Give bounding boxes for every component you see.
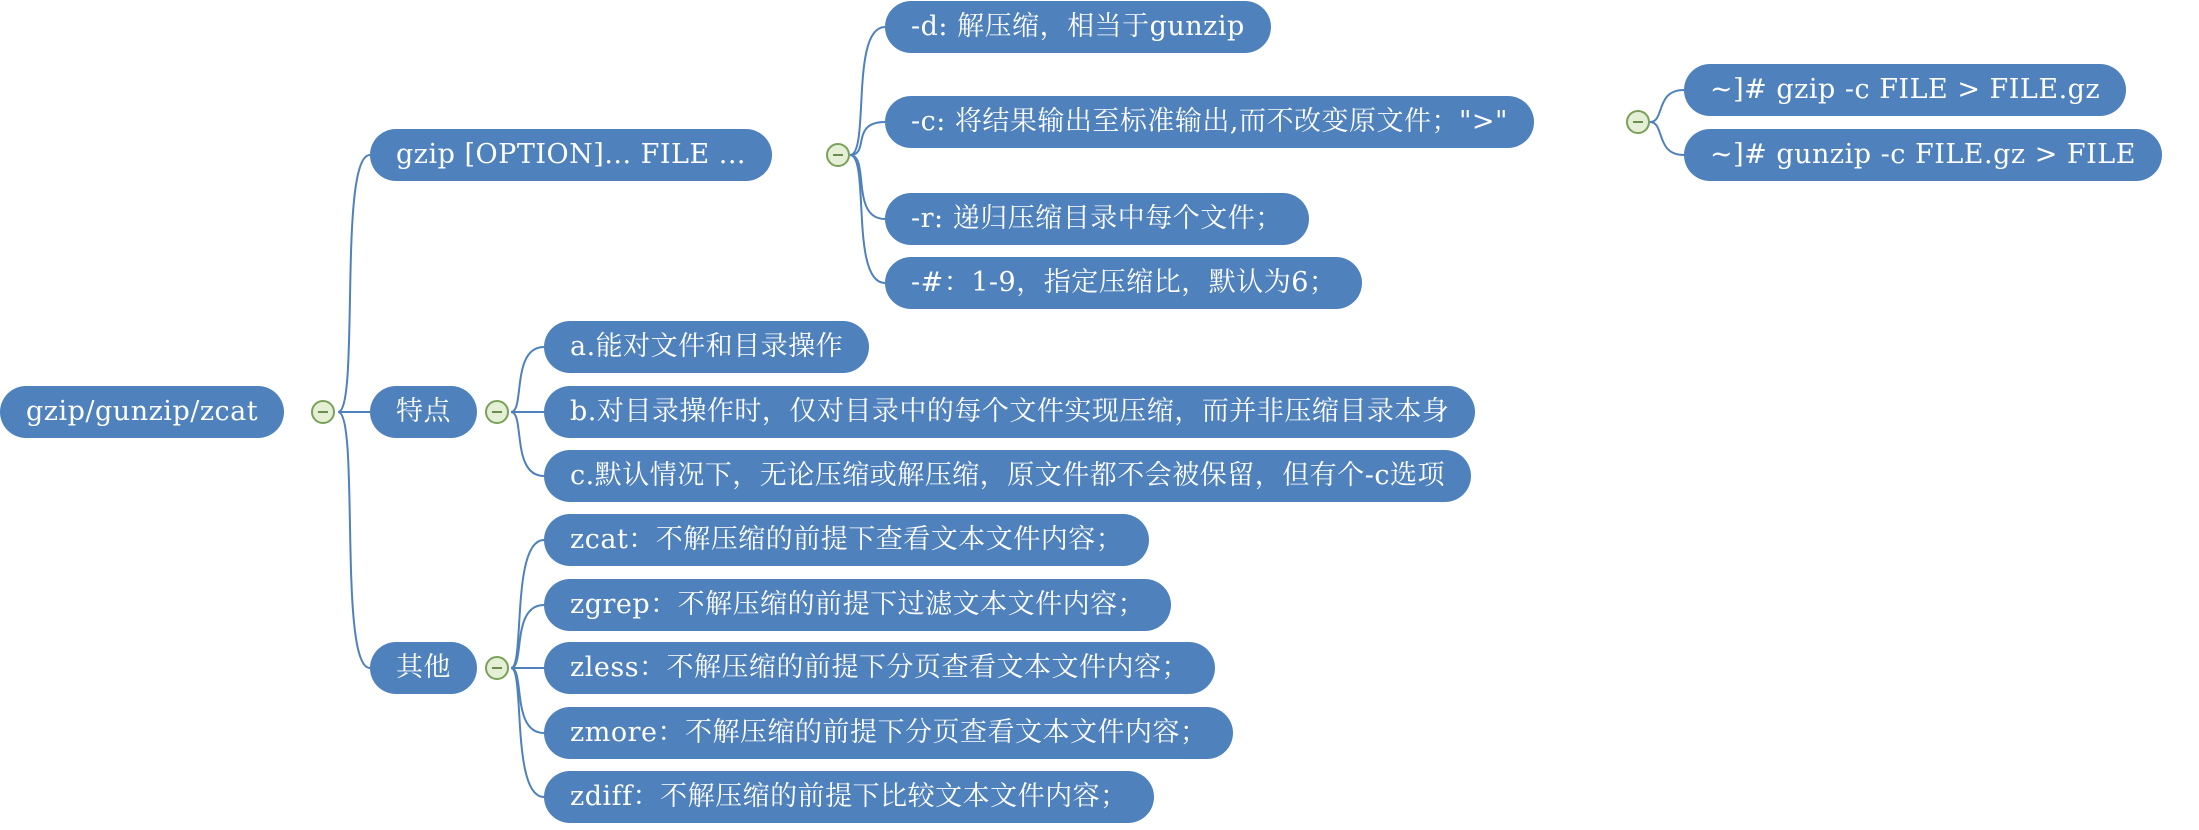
option-compression-level[interactable]: -#：1-9，指定压缩比，默认为6；	[885, 257, 1362, 309]
branch-features-collapse-button[interactable]	[485, 400, 509, 424]
option-c-example-gunzip[interactable]: ~]# gunzip -c FILE.gz > FILE	[1684, 129, 2162, 181]
connector-c-e2	[1650, 122, 1684, 155]
other-zdiff[interactable]: zdiff：不解压缩的前提下比较文本文件内容；	[544, 771, 1154, 823]
feature-c[interactable]: c.默认情况下，无论压缩或解压缩，原文件都不会被保留，但有个-c选项	[544, 450, 1471, 502]
root-collapse-button[interactable]	[311, 400, 335, 424]
feature-a[interactable]: a.能对文件和目录操作	[544, 321, 869, 373]
connector-b1-c3	[850, 155, 885, 219]
root-node[interactable]: gzip/gunzip/zcat	[0, 386, 284, 438]
other-zcat[interactable]: zcat：不解压缩的前提下查看文本文件内容；	[544, 514, 1149, 566]
option-c[interactable]: -c: 将结果输出至标准输出,而不改变原文件；">"	[885, 96, 1534, 148]
branch-others[interactable]: 其他	[370, 642, 477, 694]
option-r[interactable]: -r: 递归压缩目录中每个文件；	[885, 193, 1309, 245]
option-c-example-gzip[interactable]: ~]# gzip -c FILE > FILE.gz	[1684, 64, 2126, 116]
connector-c-e1	[1650, 90, 1684, 122]
feature-b[interactable]: b.对目录操作时，仅对目录中的每个文件实现压缩，而并非压缩目录本身	[544, 386, 1475, 438]
branch-gzip-syntax[interactable]: gzip [OPTION]... FILE ...	[370, 129, 772, 181]
connector-b3-c1	[511, 540, 544, 668]
option-c-collapse-button[interactable]	[1626, 110, 1650, 134]
connector-b2-c1	[511, 347, 544, 412]
connector-b2-c3	[511, 412, 544, 476]
branch-others-collapse-button[interactable]	[485, 656, 509, 680]
connector-root-branch-3	[338, 412, 370, 668]
branch-gzip-syntax-collapse-button[interactable]	[826, 143, 850, 167]
connector-b1-c1	[850, 27, 885, 155]
option-d[interactable]: -d: 解压缩，相当于gunzip	[885, 1, 1271, 53]
connector-root-branch-1	[338, 155, 370, 412]
branch-features[interactable]: 特点	[370, 386, 477, 438]
other-zmore[interactable]: zmore：不解压缩的前提下分页查看文本文件内容；	[544, 707, 1233, 759]
other-zless[interactable]: zless：不解压缩的前提下分页查看文本文件内容；	[544, 642, 1215, 694]
other-zgrep[interactable]: zgrep：不解压缩的前提下过滤文本文件内容；	[544, 579, 1171, 631]
